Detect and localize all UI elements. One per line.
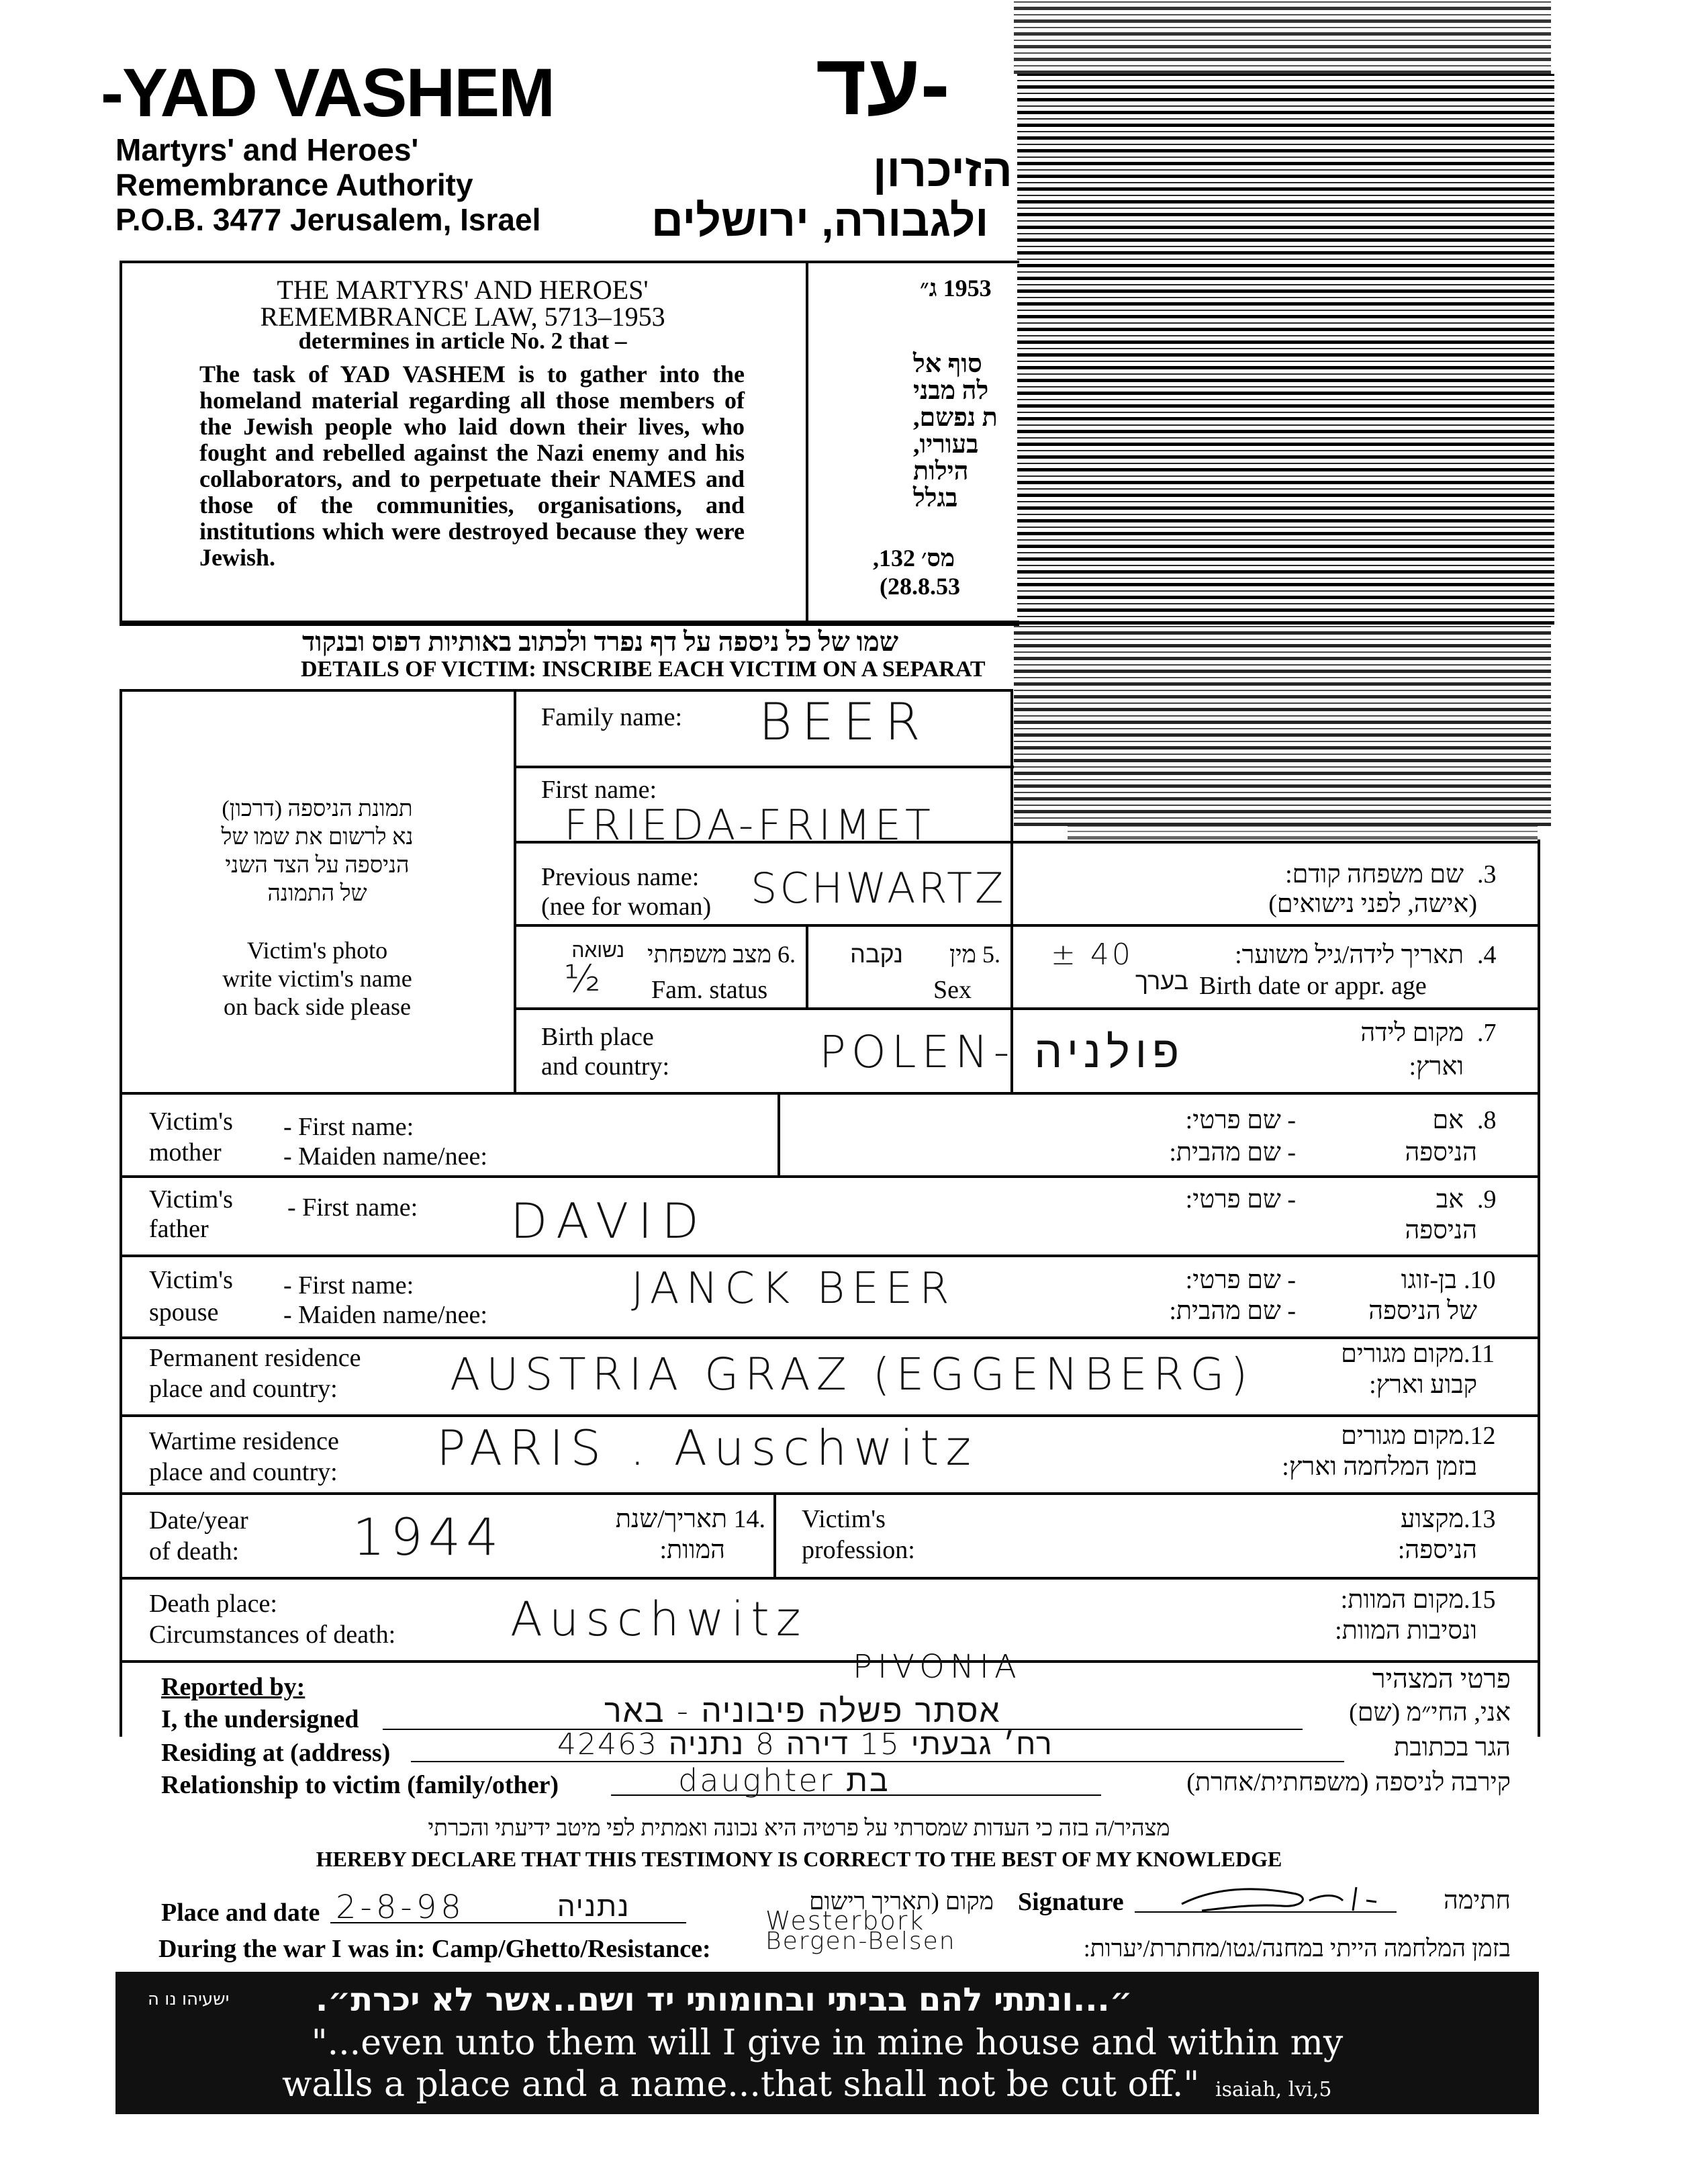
org-line-3: P.O.B. 3477 Jerusalem, Israel	[115, 202, 541, 237]
footer-english-1: "...even unto them will I give in mine house and within my	[311, 2023, 1344, 2063]
previous-name-hebrew-2: (אישה, לפני נישואים)	[1268, 890, 1477, 918]
residing-label: Residing at (address)	[161, 1739, 391, 1767]
profession-label-1: Victim's	[802, 1505, 886, 1533]
previous-name-label-1: Previous name:	[541, 863, 700, 891]
scan-noise-top	[1014, 0, 1551, 74]
footer-hebrew-quote: ״...ונתתי להם בביתי ובחומותי יד ושם..אשר לא יכרת״.	[316, 1981, 1133, 2019]
status-value-hebrew[interactable]: נשואה	[571, 939, 624, 962]
relationship-hebrew: קירבה לניספה (משפחתית/אחרת)	[1186, 1768, 1511, 1796]
mother-label-2: mother	[149, 1138, 222, 1167]
wartime-residence-value[interactable]: PARIS . Auschwitz	[436, 1420, 978, 1476]
signature-hebrew: חתימה	[1443, 1886, 1511, 1915]
sex-hebrew: .5 מין	[949, 941, 1000, 968]
hebrew-title: -עד	[816, 35, 950, 133]
law-title-2: REMEMBRANCE LAW, 5713–1953	[260, 302, 665, 332]
scan-noise-main	[1017, 74, 1554, 625]
death-place-number: .15	[1464, 1586, 1496, 1614]
previous-name-number: .3	[1477, 860, 1497, 889]
grid-line	[514, 689, 516, 1092]
place-date-value[interactable]: 2-8-98	[336, 1889, 465, 1926]
birth-date-hebrew: תאריך לידה/גיל משוער:	[1235, 941, 1464, 969]
spouse-first-hebrew: - שם פרטי:	[1185, 1266, 1296, 1294]
residing-value[interactable]: רח׳ גבעתי 15 דירה 8 נתניה 42463	[557, 1727, 1053, 1762]
grid-line	[514, 1007, 1538, 1010]
spouse-first-label: - First name:	[283, 1271, 414, 1300]
birth-place-label-1: Birth place	[541, 1023, 654, 1051]
spouse-hebrew-1: בן-זוגו	[1401, 1266, 1457, 1294]
previous-name-value[interactable]: SCHWARTZ	[751, 864, 1006, 913]
grid-line	[514, 766, 1014, 768]
org-line-2: Remembrance Authority	[115, 167, 473, 202]
law-body: The task of YAD VASHEM is to gather into the homeland material regarding all those members of the Jewish people who laid down their lives, who fought and rebelled against the Nazi enemy and his collaborators, and to perpetuate their NAMES and those of the communities, organisations, and institutions which were destroyed because they were Jewish.	[199, 361, 745, 571]
reporter-name-extra[interactable]: PIVONIA	[853, 1648, 1022, 1686]
footer-english-2: walls a place and a name...that shall not be cut off."	[282, 2064, 1200, 2105]
family-name-value[interactable]: BEER	[759, 692, 930, 752]
father-first-hebrew: - שם פרטי:	[1185, 1185, 1296, 1214]
wartime-residence-hebrew-2: בזמן המלחמה וארץ:	[1282, 1453, 1477, 1481]
hebrew-line-1: הזיכרון	[873, 145, 1013, 196]
org-line-1: Martyrs' and Heroes'	[115, 132, 419, 167]
reported-by-hebrew: פרטי המצהיר	[1372, 1664, 1511, 1694]
death-date-value[interactable]: 1944	[352, 1507, 504, 1567]
mother-maiden-label: - Maiden name/nee:	[283, 1142, 487, 1171]
grid-line	[120, 1255, 1538, 1257]
details-header-english: DETAILS OF VICTIM: INSCRIBE EACH VICTIM ON A SEPARAT	[301, 657, 986, 682]
law-hebrew-ref-2: (28.8.53	[880, 573, 960, 600]
grid-line	[120, 1092, 1538, 1095]
spouse-maiden-label: - Maiden name/nee:	[283, 1301, 487, 1329]
birth-place-hebrew-1: מקום לידה	[1360, 1019, 1464, 1047]
law-title-3: determines in article No. 2 that –	[298, 328, 627, 354]
wartime-residence-label-1: Wartime residence	[149, 1427, 339, 1455]
spouse-first-value[interactable]: JANCK BEER	[631, 1264, 956, 1314]
father-number: .9	[1477, 1185, 1497, 1214]
father-first-value[interactable]: DAVID	[510, 1193, 708, 1249]
birth-date-number: .4	[1477, 941, 1497, 969]
place-date-value-hebrew[interactable]: נתניה	[557, 1890, 630, 1923]
status-label: Fam. status	[651, 976, 768, 1004]
law-hebrew-ref-1: מס׳ 132,	[873, 545, 955, 572]
first-name-value[interactable]: FRIEDA-FRIMET	[564, 801, 935, 850]
hebrew-line-2: ולגבורה, ירושלים	[651, 195, 989, 245]
permanent-residence-value[interactable]: AUSTRIA GRAZ (EGGENBERG)	[450, 1349, 1254, 1400]
family-name-label: Family name:	[541, 703, 683, 731]
law-hebrew-line-1: סוף אל	[913, 350, 982, 378]
law-hebrew-line-2: לה מבני	[913, 377, 989, 405]
birth-date-label: Birth date or appr. age	[1199, 972, 1427, 1000]
photo-hebrew-2: נא לרשום את שמו של	[221, 825, 414, 850]
death-place-hebrew-2: ונסיבות המוות:	[1335, 1617, 1477, 1645]
death-place-label-1: Death place:	[149, 1590, 277, 1618]
wartime-residence-number: .12	[1464, 1422, 1496, 1450]
law-divider	[806, 261, 808, 623]
death-date-label-1: Date/year	[149, 1506, 248, 1535]
mother-hebrew-1: אם	[1432, 1106, 1464, 1134]
status-hebrew: .6 מצב משפחתי	[647, 941, 796, 968]
undersigned-value[interactable]: אסתר פשלה פיבוניה - באר	[604, 1692, 1001, 1730]
undersigned-label: I, the undersigned	[161, 1705, 359, 1733]
undersigned-hebrew: אני, החי״מ (שם)	[1349, 1698, 1511, 1727]
birth-place-label-2: and country:	[541, 1052, 670, 1081]
grid-line	[120, 1577, 1538, 1580]
first-name-label: First name:	[541, 776, 657, 804]
declaration-hebrew: מצהיר/ה בזה כי העדות שמסרתי על פרטיה היא נכונה ואמתית לפי מיטב ידיעתי והכרתי	[428, 1816, 1170, 1841]
permanent-residence-hebrew-1: מקום מגורים	[1341, 1340, 1464, 1368]
status-value[interactable]: ½	[564, 958, 610, 1001]
permanent-residence-number: .11	[1464, 1340, 1495, 1368]
photo-english-3: on back side please	[224, 993, 411, 1020]
grid-line	[778, 1092, 780, 1175]
profession-hebrew-1: מקצוע	[1401, 1505, 1464, 1533]
previous-name-hebrew-1: שם משפחה קודם:	[1285, 860, 1464, 889]
org-name: -YAD VASHEM	[101, 54, 555, 131]
photo-english-2: write victim's name	[222, 965, 412, 992]
spouse-label-2: spouse	[149, 1298, 219, 1326]
law-hebrew-line-4: בעוריו,	[913, 430, 979, 459]
declaration-english: HEREBY DECLARE THAT THIS TESTIMONY IS CORRECT TO THE BEST OF MY KNOWLEDGE	[316, 1847, 1282, 1871]
spouse-number: .10	[1464, 1266, 1496, 1294]
place-date-hebrew: מקום (תאריך רישום	[809, 1888, 994, 1915]
photo-english-1: Victim's photo	[246, 937, 388, 964]
birth-date-value[interactable]: ± 40	[1051, 938, 1133, 972]
mother-first-hebrew: - שם פרטי:	[1185, 1106, 1296, 1134]
wartime-residence-label-2: place and country:	[149, 1458, 338, 1486]
war-location-hebrew: בזמן המלחמה הייתי במחנה/גטו/מחתרת/יערות:	[1083, 1935, 1511, 1962]
death-place-value[interactable]: Auschwitz	[510, 1592, 808, 1647]
war-location-label: During the war I was in: Camp/Ghetto/Resistance:	[158, 1935, 711, 1963]
footer-english-ref: isaiah, lvi,5	[1215, 2078, 1332, 2101]
profession-hebrew-2: הניספה:	[1397, 1536, 1477, 1564]
law-hebrew-line-6: בגלל	[913, 484, 958, 512]
reported-by-label: Reported by:	[161, 1673, 305, 1701]
mother-maiden-hebrew: - שם מהבית:	[1169, 1138, 1296, 1167]
signature-mark	[1175, 1874, 1390, 1921]
mother-number: .8	[1477, 1106, 1497, 1134]
law-title-1: THE MARTYRS' AND HEROES'	[277, 275, 649, 305]
permanent-residence-label-2: place and country:	[149, 1375, 338, 1403]
spouse-label-1: Victim's	[149, 1266, 233, 1294]
grid-line	[1538, 839, 1540, 1737]
permanent-residence-label-1: Permanent residence	[149, 1344, 361, 1372]
mother-first-label: - First name:	[283, 1113, 414, 1141]
law-hebrew-line-3: ת נפשם,	[913, 404, 998, 432]
previous-name-label-2: (nee for woman)	[541, 893, 712, 921]
permanent-residence-hebrew-2: קבוע וארץ:	[1369, 1371, 1477, 1399]
grid-line	[806, 924, 808, 1007]
grid-line	[120, 1492, 1538, 1495]
profession-number: .13	[1464, 1505, 1496, 1533]
war-location-value[interactable]: Westerbork	[765, 1906, 925, 1936]
spouse-maiden-hebrew: - שם מהבית:	[1169, 1297, 1296, 1325]
place-date-label: Place and date	[161, 1899, 320, 1927]
war-location-value-2[interactable]: Bergen-Belsen	[765, 1927, 956, 1955]
death-date-hebrew-2: המוות:	[659, 1536, 725, 1564]
death-date-hebrew-1: .14 תאריך/שנת	[615, 1505, 765, 1533]
scan-noise-tail	[1068, 826, 1538, 839]
birth-place-hebrew-2: וארץ:	[1409, 1052, 1464, 1081]
relationship-label: Relationship to victim (family/other)	[161, 1771, 559, 1799]
sex-label: Sex	[933, 976, 972, 1004]
profession-label-2: profession:	[802, 1536, 915, 1564]
photo-hebrew-3: הניספה על הצד השני	[225, 853, 410, 878]
father-hebrew-2: הניספה	[1405, 1216, 1477, 1244]
mother-label-1: Victim's	[149, 1107, 233, 1136]
photo-hebrew-1: תמונת הניספה (דרכון)	[222, 797, 413, 821]
death-place-label-2: Circumstances of death:	[149, 1621, 396, 1649]
signature-label: Signature	[1018, 1888, 1124, 1916]
grid-line	[120, 1414, 1538, 1417]
scan-noise-lower	[1014, 625, 1551, 826]
mother-hebrew-2: הניספה	[1405, 1138, 1477, 1167]
death-place-hebrew-1: מקום המוות:	[1340, 1586, 1464, 1614]
birth-date-value-hebrew[interactable]: בערך	[1135, 968, 1188, 995]
law-hebrew-year: 1953 ג״	[920, 275, 992, 302]
grid-line	[120, 1175, 1538, 1178]
details-header-hebrew: שמו של כל ניספה על דף נפרד ולכתוב באותיות דפוס ובנקוד	[302, 627, 899, 657]
father-label-1: Victim's	[149, 1185, 233, 1214]
death-date-label-2: of death:	[149, 1537, 240, 1565]
grid-line	[120, 689, 122, 1737]
wartime-residence-hebrew-1: מקום מגורים	[1341, 1422, 1464, 1450]
law-hebrew-line-5: הילות	[913, 457, 969, 486]
father-first-label: - First name:	[287, 1193, 418, 1222]
spouse-hebrew-2: של הניספה	[1368, 1297, 1477, 1325]
father-label-2: father	[149, 1215, 209, 1243]
grid-line	[773, 1492, 776, 1577]
birth-place-number: .7	[1477, 1019, 1497, 1047]
sex-value[interactable]: נקבה	[850, 941, 903, 968]
relationship-value[interactable]: daughter בת	[678, 1762, 890, 1799]
footer-hebrew-ref: ישעיהו נו ה	[148, 1989, 230, 2009]
birth-place-value[interactable]: POLEN- פולניה	[819, 1026, 1185, 1078]
grid-line	[514, 924, 1538, 927]
father-hebrew-1: אב	[1436, 1185, 1464, 1214]
photo-hebrew-4: של התמונה	[267, 881, 367, 906]
residing-hebrew: הגר בכתובת	[1394, 1733, 1511, 1762]
